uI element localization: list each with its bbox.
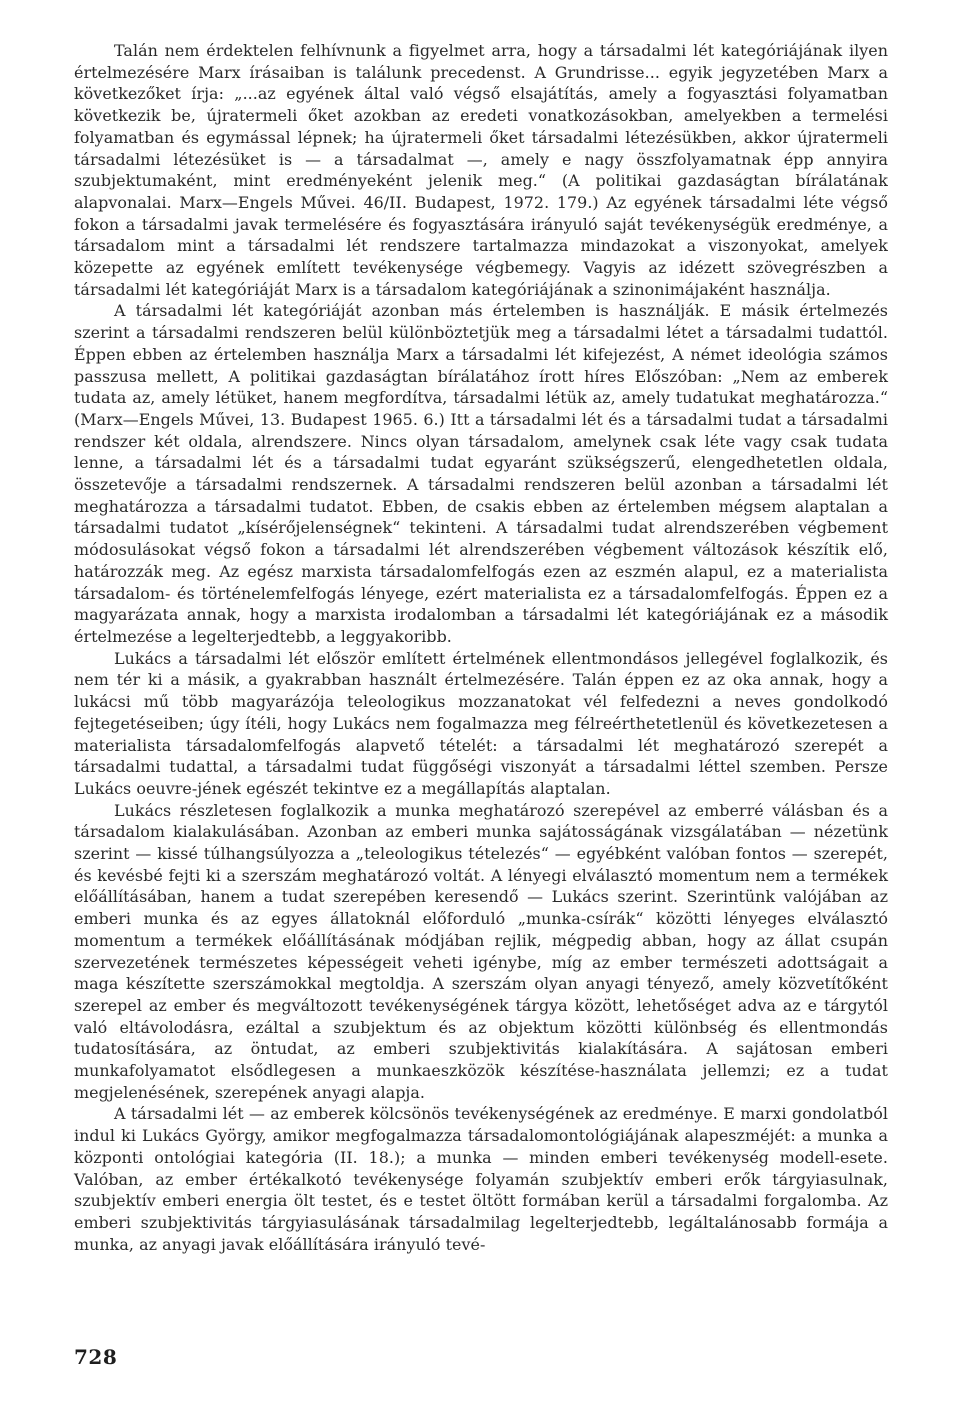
paragraph: Lukács a társadalmi lét először említett értelmének ellentmondásos jellegével foglalkozik, és nem tér ki a másik, a gyakrabban használt értelmezésére. Talán éppen ez az oka annak, hogy a lukácsi mű több magyarázója teleologikus mozzanatokat vél felfedezni a neves gondolkodó fejtegetéseiben; úgy ítéli, hogy Lukács nem fogalmazza meg félreérthetetlenül és következetesen a materialista társadalomfelfogás alapvető tételét: a társadalmi lét meghatározó szerepét a társadalmi tudattal, a társadalmi tudat függőségi viszonyát a társadalmi léttel szemben. Persze Lukács oeuvre-jének egészét tekintve ez a megállapítás alaptalan. <box>74 648 888 798</box>
page-number: 728 <box>74 1345 118 1369</box>
article-text <box>74 40 888 1255</box>
paragraph: A társadalmi lét — az emberek kölcsönös tevékenységének az eredménye. E marxi gondolatból indul ki Lukács György, amikor megfogalmazza társadalomontológiájának alapeszméjét: a munka a központi ontológiai kategória (II. 18.); a munka — minden emberi tevékenység modell-esete. Valóban, az ember értékalkotó tevékenysége folyamán szubjektív emberi erők tárgyiasulnak, szubjektív emberi energia ölt testet, és e testet öltött formában kerül a társadalmi forgalomba. Az emberi szubjektivitás tárgyiasulásának társadalmilag legelterjedtebb, legáltalánosabb formája a munka, az anyagi javak előállítására irányuló tevé- <box>74 1104 888 1254</box>
paragraph: Lukács részletesen foglalkozik a munka meghatározó szerepével az emberré válásban és a társadalom kialakulásában. Azonban az emberi munka sajátosságának vizsgálatában — nézetünk szerint — kissé túlhangsúlyozza a „teleologikus tételezés“ — egyébként valóban fontos — szerepét, és kevésbé fejti ki a szerszám meghatározó voltát. A lényegi elválasztó momentum nem a termékek előállításában, hanem a tudat szerepében keresendő — Lukács szerint. Szerintünk valójában az emberi munka és az egyes állatoknál előforduló „munka-csírák“ közötti lényeges elválasztó momentum a termékek előállításának módjában rejlik, mégpedig abban, hogy az állat csupán szervezetének természetes képességeit veheti igénybe, míg az ember természeti adottságait a maga készítette szerszámokkal megtoldja. A szerszám olyan anyagi tényező, amely közvetítőként szerepel az ember és megváltozott tevékenységének tárgya között, lehetőséget adva az e tárgytól való eltávolodásra, ezáltal a szubjektum és az objektum közötti különbség és ellentmondás tudatosítására, az öntudat, az emberi szubjektivitás kialakítására. A sajátosan emberi munkafolyamatot elsődlegesen a munkaeszközök készítése-használata jellemzi; ez a tudat megjelenésének, szerepének anyagi alapja. <box>74 800 888 1102</box>
paragraph: Talán nem érdektelen felhívnunk a figyelmet arra, hogy a társadalmi lét kategóriájának ilyen értelmezésére Marx írásaiban is találunk precedenst. A Grundrisse... egyik jegyzetében Marx a következőket írja: „...az egyének által való végső elsajátítás, amely a fogyasztási folyamatban következik be, újratermeli őket azokban az eredeti vonatkozásokban, amelyekben a termelési folyamatban és egymással lépnek; ha újratermeli őket társadalmi létezésükben, akkor újratermeli társadalmi létezésüket is — a társadalmat —, amely e nagy összfolyamatnak épp annyira szubjektumaként, mint eredményeként jelenik meg.“ (A politikai gazdaságtan bírálatának alapvonalai. Marx—Engels Művei. 46/II. Budapest, 1972. 179.) Az egyének társadalmi léte végső fokon a társadalmi javak termelésére és fogyasztására irányuló saját tevékenységük eredménye, a társadalom mint a társadalmi lét rendszere tartalmazza mindazokat a viszonyokat, amelyek közepette az egyének említett tevékenysége végbemegy. Vagyis az idézett szövegrészben a társadalmi lét kategóriáját Marx is a társadalom kategóriájának a szinonimájaként használja. <box>74 41 888 299</box>
paragraph: A társadalmi lét kategóriáját azonban más értelemben is használják. E másik értelmezés szerint a társadalmi rendszeren belül különböztetjük meg a társadalmi létet a társadalmi tudattól. Éppen ebben az értelemben használja Marx a társadalmi lét kifejezést, A német ideológia számos passzusa mellett, A politikai gazdaságtan bírálatához írott híres Előszóban: „Nem az emberek tudata az, amely létüket, hanem megfordítva, társadalmi létük az, amely tudatukat meghatározza.“ (Marx—Engels Művei, 13. Budapest 1965. 6.) Itt a társadalmi lét és a társadalmi tudat a társadalmi rendszer két oldala, alrendszere. Nincs olyan társadalom, amelynek csak léte vagy csak tudata lenne, a társadalmi lét és a társadalmi tudat egyaránt szükségszerű, elengedhetetlen oldala, összetevője a társadalmi rendszernek. A társadalmi rendszeren belül azonban a társadalmi lét meghatározza a társadalmi tudatot. Ebben, de csakis ebben az értelemben mégsem alaptalan a társadalmi tudatot „kísérőjelenségnek“ tekinteni. A társadalmi tudat alrendszerében végbement módosulásokat végső fokon a társadalmi lét alrendszerében végbement változások készítik elő, határozzák meg. Az egész marxista társadalomfelfogás ezen az eszmén alapul, ez a materialista társadalom- és történelemfelfogás lényege, ezért materialista ez a társadalomfelfogás. Éppen ez a magyarázata annak, hogy a marxista irodalomban a társadalmi lét kategóriájának ez a második értelmezése a legelterjedtebb, a leggyakoribb. <box>74 301 888 646</box>
page-body <box>74 40 888 1255</box>
